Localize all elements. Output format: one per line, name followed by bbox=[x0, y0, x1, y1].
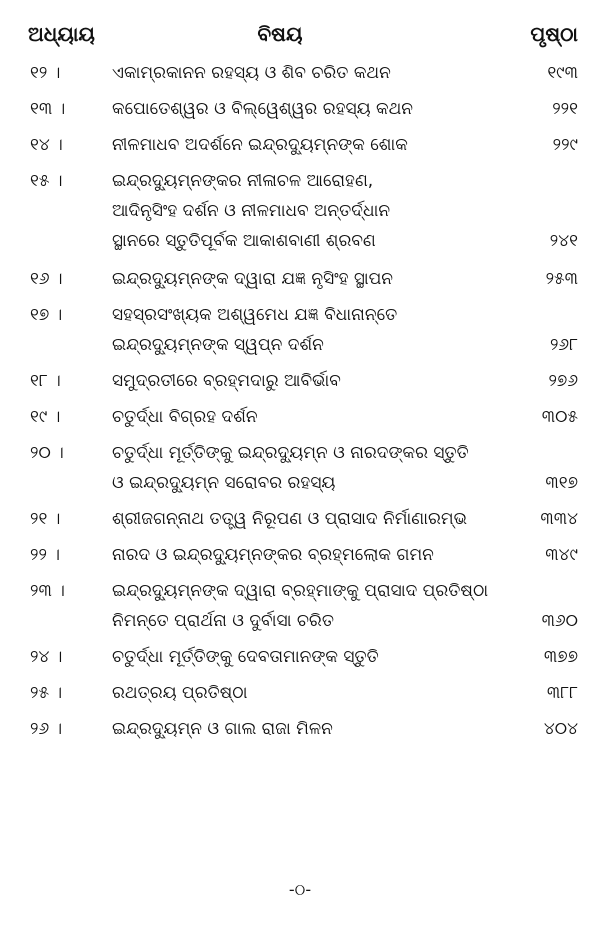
chapter-title bbox=[112, 166, 512, 256]
chapter-number: ୧୮ । bbox=[30, 371, 61, 391]
contents-row bbox=[0, 300, 600, 360]
chapter-title-line: ରଥତ୍ରୟ ପ୍ରତିଷ୍ଠା bbox=[112, 683, 248, 703]
chapter-title-line: ଇନ୍ଦ୍ରଦ୍ୟୁମ୍ନ ଓ ଗାଲ ରାଜା ମିଳନ bbox=[112, 719, 333, 739]
contents-header bbox=[0, 22, 600, 52]
contents-row bbox=[0, 402, 600, 432]
page-number: ୪୦୪ bbox=[543, 719, 578, 739]
chapter-title-line: ଚତୁର୍ଦ୍ଧା ମୂର୍ତ୍ତିଙ୍କୁ ଇନ୍ଦ୍ରଦ୍ୟୁମ୍ନ ଓ ନାରଦଙ୍କର ସ୍ତୁତି bbox=[112, 443, 469, 463]
chapter-title bbox=[112, 130, 512, 160]
chapter-title bbox=[112, 576, 512, 636]
contents-row bbox=[0, 540, 600, 570]
chapter-number: ୧୭ । bbox=[30, 305, 63, 325]
chapter-number: ୧୩ । bbox=[30, 99, 66, 119]
chapter-number: ୨୨ । bbox=[30, 545, 60, 565]
contents-list bbox=[0, 58, 600, 750]
chapter-title bbox=[112, 642, 512, 672]
page-number: ୩୬୦ bbox=[541, 611, 578, 631]
chapter-number: ୧୯ । bbox=[30, 407, 61, 427]
chapter-title bbox=[112, 540, 512, 570]
chapter-title-line: ଚତୁର୍ଦ୍ଧା ମୂର୍ତ୍ତିଙ୍କୁ ଦେବତାମାନଙ୍କ ସ୍ତୁତି bbox=[112, 647, 379, 667]
page-number: ୨୨୧ bbox=[552, 99, 578, 119]
contents-row bbox=[0, 94, 600, 124]
page-number: ୩୦୫ bbox=[541, 407, 578, 427]
chapter-title-line: କପୋତେଶ୍ୱର ଓ ବିଲ୍ୱେଶ୍ୱର ରହସ୍ୟ କଥନ bbox=[112, 99, 414, 119]
contents-row bbox=[0, 504, 600, 534]
chapter-title-line: ଇନ୍ଦ୍ରଦ୍ୟୁମ୍ନଙ୍କ ଦ୍ୱାରା ଯଜ୍ଞ ନୃସିଂହ ସ୍ଥାପନ bbox=[112, 269, 394, 289]
chapter-title-line: ଶ୍ରୀଜଗନ୍ନାଥ ତତ୍ତ୍ୱ ନିରୂପଣ ଓ ପ୍ରାସାଦ ନିର୍ମାଣାରମ୍ଭ bbox=[112, 509, 468, 529]
page-number: ୧୯୩ bbox=[547, 63, 578, 83]
chapter-title-line: ଏକାମ୍ରକାନନ ରହସ୍ୟ ଓ ଶିବ ଚରିତ କଥନ bbox=[112, 63, 391, 83]
chapter-number: ୧୪ । bbox=[30, 135, 63, 155]
page-number: ୩୧୭ bbox=[545, 473, 578, 493]
contents-row bbox=[0, 678, 600, 708]
chapter-title bbox=[112, 264, 512, 294]
chapter-title-line: ଆଦିନୃସିଂହ ଦର୍ଶନ ଓ ନୀଳମାଧବ ଅନ୍ତର୍ଦ୍ଧାନ bbox=[112, 201, 391, 221]
header-subject: ବିଷୟ bbox=[257, 22, 303, 46]
chapter-title-line: ନିମନ୍ତେ ପ୍ରାର୍ଥନା ଓ ଦୁର୍ବାସା ଚରିତ bbox=[112, 611, 334, 631]
chapter-number: ୨୩ । bbox=[30, 581, 65, 601]
chapter-title bbox=[112, 678, 512, 708]
chapter-number: ୨୪ । bbox=[30, 647, 63, 667]
contents-row bbox=[0, 264, 600, 294]
contents-row bbox=[0, 642, 600, 672]
page-marker: -ଠ- bbox=[288, 880, 312, 899]
page-number: ୩୪୯ bbox=[545, 545, 578, 565]
chapter-title bbox=[112, 366, 512, 396]
chapter-number: ୨୧ । bbox=[30, 509, 61, 529]
page-number: ୩୩୪ bbox=[540, 509, 578, 529]
page-number: ୩୮୮ bbox=[546, 683, 578, 703]
chapter-title bbox=[112, 438, 512, 498]
contents-row bbox=[0, 58, 600, 88]
chapter-number: ୧୨ । bbox=[30, 63, 61, 83]
chapter-title-line: ଇନ୍ଦ୍ରଦ୍ୟୁମ୍ନଙ୍କ ଦ୍ୱାରା ବ୍ରହ୍ମାଙ୍କୁ ପ୍ରାସାଦ ପ୍ରତିଷ୍ଠା bbox=[112, 581, 489, 601]
chapter-number: ୨୬ । bbox=[30, 719, 63, 739]
page-number: ୨୪୧ bbox=[549, 231, 578, 251]
contents-row bbox=[0, 714, 600, 744]
chapter-title-line: ଚତୁର୍ଦ୍ଧା ବିଗ୍ରହ ଦର୍ଶନ bbox=[112, 407, 258, 427]
chapter-title-line: ନୀଳମାଧବ ଅଦର୍ଶନେ ଇନ୍ଦ୍ରଦ୍ୟୁମ୍ନଙ୍କ ଶୋକ bbox=[112, 135, 408, 155]
chapter-title bbox=[112, 504, 512, 534]
chapter-title bbox=[112, 714, 512, 744]
header-page: ପୃଷ୍ଠା bbox=[530, 22, 578, 46]
page-number: ୩୭୭ bbox=[543, 647, 578, 667]
page-number: ୨୬୮ bbox=[549, 335, 578, 355]
chapter-number: ୧୫ । bbox=[30, 171, 63, 191]
contents-row bbox=[0, 576, 600, 636]
chapter-title-line: ସହସ୍ରସଂଖ୍ୟକ ଅଶ୍ୱମେଧ ଯଜ୍ଞ ବିଧାନାନ୍ତେ bbox=[112, 305, 398, 325]
chapter-title bbox=[112, 402, 512, 432]
contents-row bbox=[0, 366, 600, 396]
chapter-number: ୨୫ । bbox=[30, 683, 63, 703]
chapter-number: ୧୬ । bbox=[30, 269, 63, 289]
chapter-title bbox=[112, 94, 512, 124]
chapter-title-line: ନାରଦ ଓ ଇନ୍ଦ୍ରଦ୍ୟୁମ୍ନଙ୍କର ବ୍ରହ୍ମଲୋକ ଗମନ bbox=[112, 545, 434, 565]
chapter-title-line: ସମୁଦ୍ରତୀରେ ବ୍ରହ୍ମଦାରୁ ଆବିର୍ଭାବ bbox=[112, 371, 341, 391]
contents-row bbox=[0, 166, 600, 256]
page-number: ୨୭୬ bbox=[548, 371, 578, 391]
chapter-title-line: ଇନ୍ଦ୍ରଦ୍ୟୁମ୍ନଙ୍କର ନୀଳାଚଳ ଆରୋହଣ, bbox=[112, 171, 374, 191]
page-number: ୨୨୯ bbox=[552, 135, 578, 155]
chapter-title-line: ଓ ଇନ୍ଦ୍ରଦ୍ୟୁମ୍ନ ସରୋବର ରହସ୍ୟ bbox=[112, 473, 336, 493]
chapter-title bbox=[112, 300, 512, 360]
contents-row bbox=[0, 438, 600, 498]
header-chapter: ଅଧ୍ୟାୟ bbox=[28, 22, 95, 46]
chapter-number: ୨୦ । bbox=[30, 443, 64, 463]
chapter-title-line: ସ୍ଥାନରେ ସ୍ତୁତିପୂର୍ବକ ଆକାଶବାଣୀ ଶ୍ରବଣ bbox=[112, 231, 376, 251]
chapter-title bbox=[112, 58, 512, 88]
chapter-title-line: ଇନ୍ଦ୍ରଦ୍ୟୁମ୍ନଙ୍କ ସ୍ୱପ୍ନ ଦର୍ଶନ bbox=[112, 335, 324, 355]
contents-row bbox=[0, 130, 600, 160]
page-number: ୨୫୩ bbox=[545, 269, 578, 289]
